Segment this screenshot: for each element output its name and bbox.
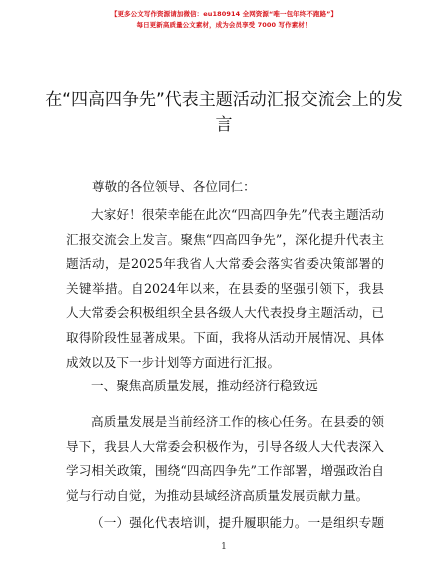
section-heading-1 [66, 374, 384, 399]
banner-line-1: 【更多公文写作资源请加微信：eu180914 全网资源“唯一包年终不跑路”】 [110, 10, 338, 18]
document-title: 在“四高四争先”代表主题活动汇报交流会上的发言 [45, 90, 403, 135]
section-heading: 一、聚焦高质量发展，推动经济行稳致远 [91, 378, 318, 393]
body-paragraph: （一）强化代表培训，提升履职能力。一是组织专题 [91, 515, 384, 530]
page-number: 1 [221, 542, 227, 552]
paragraph-3 [66, 511, 384, 540]
banner-line-2: 每日更新高质量公文素材，成为会员享受 7000 写作素材！ [136, 21, 312, 29]
header-banner [0, 9, 448, 31]
body-paragraph: 高质量发展是当前经济工作的核心任务。在县委的领导下，我县人大常委会积极作为，引导各级人大代表深入学习相关政策，围绕“四高四争先”工作部署，增强政治自觉与行动自觉，为推动县域经济高质量发展贡献力量。 [66, 414, 384, 503]
salutation: 尊敬的各位领导、各位同仁： [92, 179, 256, 194]
body-paragraph: 大家好！很荣幸能在此次“四高四争先”代表主题活动汇报交流会上发言。聚焦“四高四争先”，深化提升代表主题活动，是2025年我省人大常委会落实省委决策部署的关键举措。自2024年以来，在县委的坚强引领下，我县人大常委会积极组织全县各级人大代表投身主题活动，已取得阶段性显著成果。下面，我将从活动开展情况、具体成效以及下一步计划等方面进行汇报。 [66, 207, 384, 370]
paragraph-2 [66, 410, 384, 508]
paragraph-intro [66, 203, 384, 373]
